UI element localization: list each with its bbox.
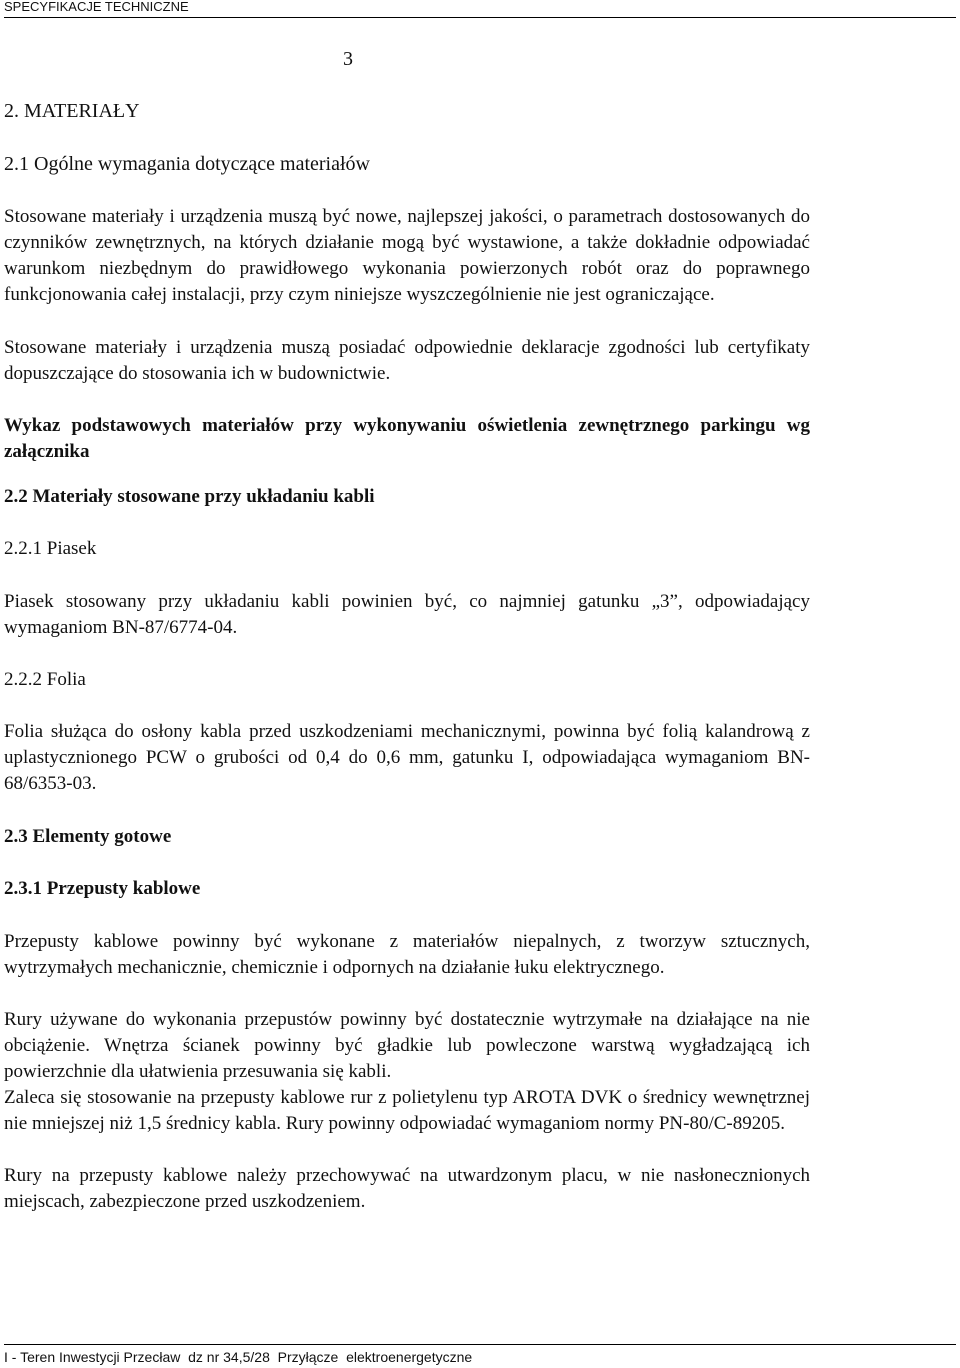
section-title: 2. MATERIAŁY xyxy=(4,100,140,122)
subsection-2-3-1-title: 2.3.1 Przepusty kablowe xyxy=(4,878,201,899)
page-footer: I - Teren Inwestycji Przecław dz nr 34,5/28 Przyłącze elektroenergetyczne xyxy=(4,1349,473,1365)
materials-list-note: Wykaz podstawowych materiałów przy wykonywaniu oświetlenia zewnętrznego parkingu wg załącznika xyxy=(4,415,810,462)
subsection-2-2-2-title: 2.2.2 Folia xyxy=(4,669,86,690)
subsection-2-2-title: 2.2 Materiały stosowane przy układaniu kabli xyxy=(4,486,375,507)
footer-divider xyxy=(4,1344,956,1345)
paragraph-general-requirements: Stosowane materiały i urządzenia muszą być nowe, najlepszej jakości, o parametrach dostosowanych do czynników zewnętrznych, na których działanie mogą być wystawione, a także dokładnie odpowiadać warunkom niezbędnym do prawidłowego wykonania powierzonych robót oraz do poprawnego funkcjonowania całej instalacji, przy czym niniejsze wyszczególnienie nie jest ograniczające. xyxy=(4,206,810,305)
paragraph-foil: Folia służąca do osłony kabla przed uszkodzeniami mechanicznymi, powinna być folią kalandrową z uplastycznionego PCW o grubości od 0,4 do 0,6 mm, gatunku I, odpowiadająca wymaganiom BN-68/6353-03. xyxy=(4,721,810,794)
paragraph-certificates: Stosowane materiały i urządzenia muszą posiadać odpowiednie deklaracje zgodności lub certyfikaty dopuszczające do stosowania ich w budownictwie. xyxy=(4,337,810,384)
page-number: 3 xyxy=(343,48,353,70)
paragraph-pipes-strength: Rury używane do wykonania przepustów powinny być dostatecznie wytrzymałe na działające na nie obciążenie. Wnętrza ścianek powinny być gładkie lub powleczone warstwą wygładzającą ich powierzchnie dla ułatwienia przesuwania się kabli. xyxy=(4,1009,810,1082)
subsection-2-2-1-title: 2.2.1 Piasek xyxy=(4,538,97,559)
paragraph-sand: Piasek stosowany przy układaniu kabli powinien być, co najmniej gatunku „3”, odpowiadający wymaganiom BN-87/6774-04. xyxy=(4,591,810,638)
subsection-2-3-title: 2.3 Elementy gotowe xyxy=(4,826,172,847)
paragraph-pipes-recommendation: Zaleca się stosowanie na przepusty kablowe rur z polietylenu typ AROTA DVK o średnicy wewnętrznej nie mniejszej niż 1,5 średnicy kabla. Rury powinny odpowiadać wymaganiom normy PN-80/C-89205. xyxy=(4,1087,810,1134)
page-header: SPECYFIKACJE TECHNICZNE xyxy=(4,0,956,18)
paragraph-cable-passages: Przepusty kablowe powinny być wykonane z materiałów niepalnych, z tworzyw sztucznych, wytrzymałych mechanicznie, chemicznie i odpornych na działanie łuku elektrycznego. xyxy=(4,931,810,978)
subsection-2-1-title: 2.1 Ogólne wymagania dotyczące materiałów xyxy=(4,153,370,175)
paragraph-pipes-storage: Rury na przepusty kablowe należy przechowywać na utwardzonym placu, w nie nasłonecznionych miejscach, zabezpieczone przed uszkodzeniem. xyxy=(4,1165,810,1212)
